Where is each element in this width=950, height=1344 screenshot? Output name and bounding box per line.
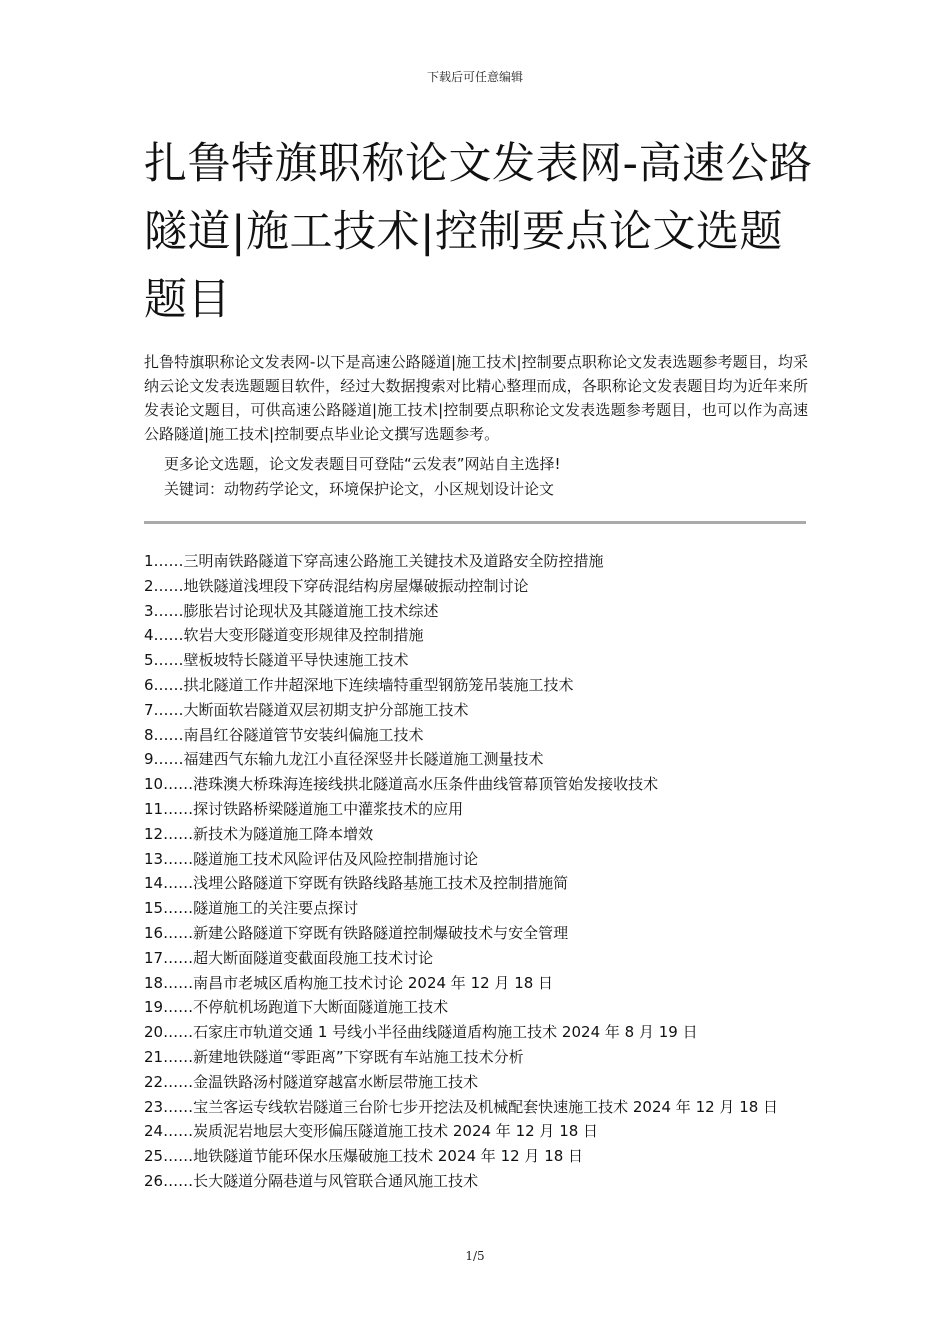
more-topics-note: 更多论文选题，论文发表题目可登陆“云发表”网站自主选择!: [164, 455, 561, 473]
intro-paragraph: 扎鲁特旗职称论文发表网-以下是高速公路隧道|施工技术|控制要点职称论文发表选题参考题目，均采纳云论文发表选题题目软件，经过大数据搜索对比精心整理而成，各职称论文发表题目均为近年来所发表论文题目，可供高速公路隧道|施工技术|控制要点职称论文发表选题参考题目，也可以作为高速公路隧道|施工技术|控制要点毕业论文撰写选题参考。: [144, 353, 808, 443]
list-item: 12……新技术为隧道施工降本增效: [144, 824, 374, 843]
list-item: 21……新建地铁隧道“零距离”下穿既有车站施工技术分析: [144, 1047, 524, 1066]
header-note: 下载后可任意编辑: [426, 70, 523, 84]
list-item: 25……地铁隧道节能环保水压爆破施工技术 2024 年 12 月 18 日: [144, 1147, 584, 1166]
list-item: 22……金温铁路汤村隧道穿越富水断层带施工技术: [144, 1072, 479, 1091]
list-item: 20……石家庄市轨道交通 1 号线小半径曲线隧道盾构施工技术 2024 年 8 月 19 日: [144, 1023, 698, 1042]
topic-list: [144, 549, 810, 1194]
list-item: 10……港珠澳大桥珠海连接线拱北隧道高水压条件曲线管幕顶管始发接收技术: [144, 775, 659, 794]
list-item: 17……超大断面隧道变截面段施工技术讨论: [144, 948, 434, 967]
list-item: 15……隧道施工的关注要点探讨: [144, 899, 359, 918]
list-item: 13……隧道施工技术风险评估及风险控制措施讨论: [144, 849, 479, 868]
list-item: 14……浅埋公路隧道下穿既有铁路线路基施工技术及控制措施简: [144, 874, 569, 893]
section-divider: [144, 521, 806, 524]
list-item: 3……膨胀岩讨论现状及其隧道施工技术综述: [144, 601, 439, 620]
list-item: 7……大断面软岩隧道双层初期支护分部施工技术: [144, 700, 469, 719]
list-item: 4……软岩大变形隧道变形规律及控制措施: [144, 626, 424, 645]
keywords-line: 关键词：动物药学论文，环境保护论文，小区规划设计论文: [164, 480, 555, 498]
list-item: 5……壁板坡特长隧道平导快速施工技术: [144, 651, 409, 670]
list-item: 26……长大隧道分隔巷道与风管联合通风施工技术: [144, 1171, 479, 1190]
list-item: 1……三明南铁路隧道下穿高速公路施工关键技术及道路安全防控措施: [144, 552, 604, 570]
list-item: 11……探讨铁路桥梁隧道施工中灌浆技术的应用: [144, 799, 464, 818]
list-item: 9……福建西气东输九龙江小直径深竖井长隧道施工测量技术: [144, 750, 544, 769]
page-number: 1/5: [465, 1249, 485, 1263]
list-item: 18……南昌市老城区盾构施工技术讨论 2024 年 12 月 18 日: [144, 973, 554, 992]
list-item: 24……炭质泥岩地层大变形偏压隧道施工技术 2024 年 12 月 18 日: [144, 1122, 599, 1141]
list-item: 6……拱北隧道工作井超深地下连续墙特重型钢筋笼吊装施工技术: [144, 675, 574, 694]
list-item: 8……南昌红谷隧道管节安装纠偏施工技术: [144, 725, 424, 744]
document-title: 扎鲁特旗职称论文发表网-高速公路隧道|施工技术|控制要点论文选题题目: [144, 139, 813, 325]
list-item: 19……不停航机场跑道下大断面隧道施工技术: [144, 998, 449, 1017]
list-item: 2……地铁隧道浅埋段下穿砖混结构房屋爆破振动控制讨论: [144, 576, 529, 595]
list-item: 16……新建公路隧道下穿既有铁路隧道控制爆破技术与安全管理: [144, 923, 569, 942]
list-item: 23……宝兰客运专线软岩隧道三台阶七步开挖法及机械配套快速施工技术 2024 年 12 月 18 日: [144, 1097, 779, 1116]
